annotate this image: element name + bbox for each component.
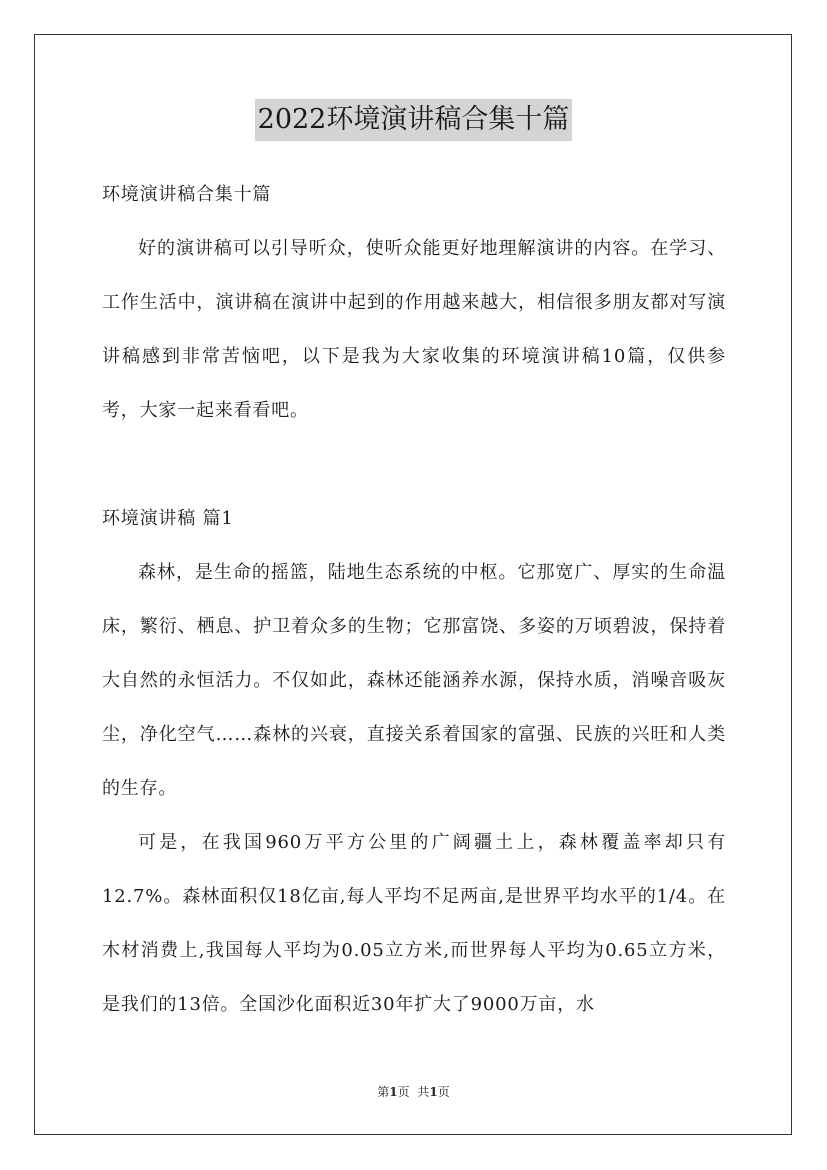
- intro-paragraph: 好的演讲稿可以引导听众，使听众能更好地理解演讲的内容。在学习、工作生活中，演讲稿在演讲中起到的作用越来越大，相信很多朋友都对写演讲稿感到非常苦恼吧，以下是我为大家收集的环境演讲稿10篇，仅供参考，大家一起来看看吧。: [102, 238, 726, 421]
- body-paragraph-1: 森林，是生命的摇篮，陆地生态系统的中枢。它那宽广、厚实的生命温床，繁衍、栖息、护卫着众多的生物；它那富饶、多姿的万顷碧波，保持着大自然的永恒活力。不仅如此，森林还能涵养水源，保持水质，消噪音吸灰尘，净化空气……森林的兴衰，直接关系着国家的富强、民族的兴旺和人类的生存。: [102, 562, 726, 799]
- page-prefix: 第: [377, 1085, 390, 1099]
- document-body: [102, 168, 726, 1032]
- total-prefix: 共: [417, 1085, 430, 1099]
- body-paragraph-2: 可是，在我国960万平方公里的广阔疆土上，森林覆盖率却只有12.7%。森林面积仅18亿亩,每人平均不足两亩,是世界平均水平的1/4。在木材消费上,我国每人平均为0.05立方米,而世界每人平均为0.65立方米，是我们的13倍。全国沙化面积近30年扩大了9000万亩，水: [102, 832, 726, 1015]
- section-gap: [102, 438, 726, 492]
- page-footer: [0, 1082, 827, 1102]
- page-suffix: 页: [397, 1085, 410, 1099]
- section-heading: 环境演讲稿 篇1: [102, 508, 234, 529]
- title-container: [0, 99, 827, 141]
- total-suffix: 页: [437, 1085, 450, 1099]
- page-number: 1: [389, 1085, 398, 1099]
- document-subtitle: 环境演讲稿合集十篇: [102, 184, 272, 205]
- document-title: 2022环境演讲稿合集十篇: [255, 99, 573, 141]
- total-pages: 1: [429, 1085, 438, 1099]
